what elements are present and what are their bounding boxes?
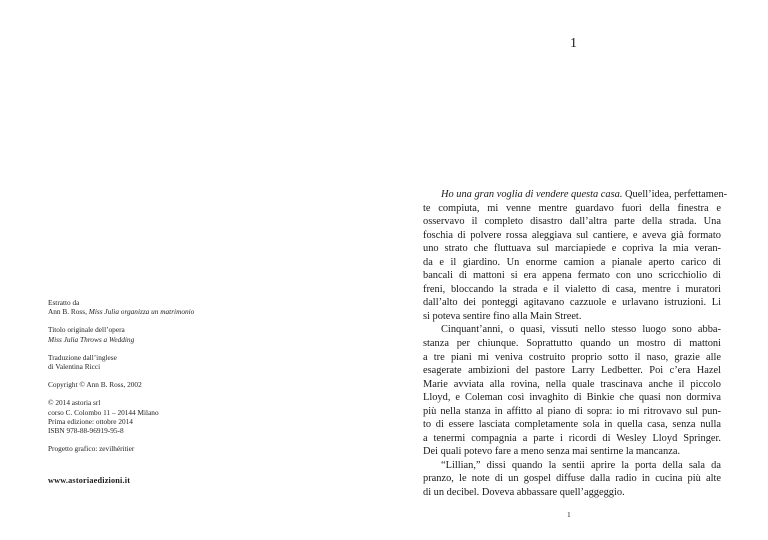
paragraph-1-line: da e il giardino. Un enorme camion a pianale aperto carico di [423,256,721,268]
paragraph-2-line: esagerate ambizioni del pastore Larry Ledbetter. Poi c’era Hazel [423,365,721,377]
publisher-website: www.astoriaedizioni.it [48,476,131,485]
copyright: Copyright © Ann B. Ross, 2002 [48,380,142,390]
colophon-extract [48,298,278,316]
opening-line-rest: Quell’idea, perfettamen- [622,189,728,200]
colophon-copyright [48,380,278,389]
extract-title: Miss Julia organizza un matrimonio [88,307,195,317]
colophon-publisher [48,398,278,435]
first-edition: Prima edizione: ottobre 2014 [48,416,133,426]
paragraph-2-line: Marie avviata alla rovina, nella quale trascinava anche il piccolo [423,378,721,390]
paragraph-1-line: osservavo il completo disastro dall’altra parte della strada. Una [423,216,721,228]
chapter-body [423,188,728,500]
colophon [48,298,278,462]
isbn: ISBN 978-88-96919-95-8 [48,426,124,436]
extract-source [48,307,278,316]
paragraph-2-line: stanza per chiunque. Soprattutto quando un mostro di mattoni [423,338,721,350]
paragraph-1-line: bancali di mattoni si era appena fermato con uno scricchiolio di [423,270,721,282]
paragraph-2-line: Dei quali potevo fare a meno senza mai sentirne la mancanza. [423,446,681,458]
paragraph-1-line: freni, bloccando la strada e il vialetto di casa, mentre i muratori [423,283,721,295]
publisher-address: corso C. Colombo 11 – 20144 Milano [48,407,159,417]
paragraph-1-first-line [423,188,728,202]
colophon-original-title [48,325,278,343]
extract-author: Ann B. Ross, [48,307,87,317]
paragraph-1-line: foschia di polvere rossa aleggiava sul cantiere, e aveva già formato [423,229,721,241]
publisher-line: © 2014 astoria srl [48,398,101,408]
paragraph-2-line: Cinquant’anni, o quasi, vissuti nello stesso luogo sono abba- [441,324,721,336]
paragraph-2-line: a tenermi compagnia a parte i ricordi di Wesley Lloyd Springer. [423,432,721,444]
paragraph-3-line: “Lillian,” dissi quando la sentii aprire la porta della sala da [441,459,721,471]
paragraph-1-line: dall’alto dei ponteggi agitavano cazzuole e urlavano istruzioni. Li [423,297,721,309]
translation-label: Traduzione dall’inglese [48,352,117,362]
paragraph-2-line: Lloyd, e Coleman così invaghito di Binkie che quasi non dormiva [423,392,721,404]
page-number: 1 [567,510,571,519]
colophon-translation [48,353,278,371]
paragraph-1-line: uno strato che fluttuava sul marciapiede e copriva la mia veran- [423,243,721,255]
original-title-label: Titolo originale dell’opera [48,325,125,335]
extract-label: Estratto da [48,298,80,307]
original-title-line [48,335,278,344]
paragraph-1-line: te compiuta, mi venne mentre guardavo fuori della finestra e [423,202,721,214]
paragraph-3-line: pranzo, le note di un gospel diffuse dalla radio in cucina più alte [423,473,721,485]
colophon-design [48,444,278,453]
paragraph-3-line: di un decibel. Doveva abbassare quell’aggeggio. [423,487,625,499]
translator: di Valentina Ricci [48,362,101,372]
paragraph-1-line: si poteva sentire fino alla Main Street. [423,310,582,322]
opening-italic-sentence: Ho una gran voglia di vendere questa casa. [441,189,623,200]
paragraph-2-line: più nella stanza in affitto al piano di sopra: io mi ritrovavo sul pun- [423,405,721,417]
original-title: Miss Julia Throws a Wedding [48,334,135,344]
chapter-number: 1 [570,36,577,51]
graphic-design-credit: Progetto grafico: zevilhéritier [48,444,135,454]
paragraph-2-line: a tre piani mi veniva costruito proprio sotto il naso, grazie alle [423,351,721,363]
paragraph-2-line: to di essere lasciata completamente sola in quella casa, senza nulla [423,419,721,431]
